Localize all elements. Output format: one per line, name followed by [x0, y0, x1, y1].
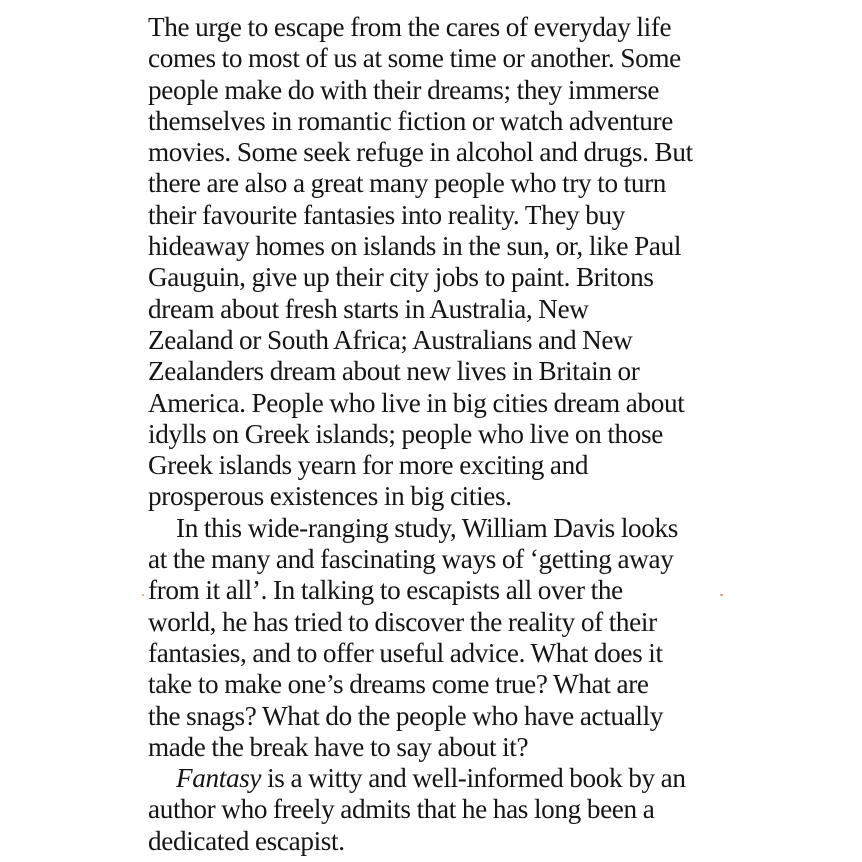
- text-line: In this wide-ranging study, William Davis looks: [176, 512, 679, 543]
- text-line: fantasies, and to offer useful advice. What does it: [148, 637, 663, 668]
- text-line: made the break have to say about it?: [148, 731, 529, 762]
- text-line: Zealand or South Africa; Australians and New: [148, 324, 633, 355]
- paper-speck: [142, 594, 144, 596]
- text-line: at the many and fascinating ways of ‘getting away: [148, 544, 674, 575]
- paragraph-2: [148, 513, 748, 763]
- text-fragment: is a witty and well-informed book by an: [261, 763, 686, 794]
- text-line: dedicated escapist.: [148, 825, 345, 856]
- book-title: Fantasy: [176, 763, 262, 794]
- text-line: idylls on Greek islands; people who live on those: [148, 418, 663, 449]
- paragraph-1: [148, 12, 748, 513]
- paper-speck: [720, 594, 723, 596]
- text-line: Gauguin, give up their city jobs to paint. Britons: [148, 262, 654, 293]
- text-line: their favourite fantasies into reality. They buy: [148, 199, 625, 230]
- text-line: people make do with their dreams; they immerse: [148, 74, 660, 105]
- text-line: author who freely admits that he has long been a: [148, 794, 655, 825]
- text-line: comes to most of us at some time or another. Some: [148, 43, 681, 74]
- text-line: dream about fresh starts in Australia, New: [148, 293, 589, 324]
- text-line: world, he has tried to discover the reality of their: [148, 606, 657, 637]
- text-line: the snags? What do the people who have actually: [148, 700, 664, 731]
- text-line: hideaway homes on islands in the sun, or, like Paul: [148, 231, 682, 262]
- text-line: The urge to escape from the cares of everyday life: [148, 12, 672, 42]
- blurb-text: [148, 12, 748, 857]
- text-line: movies. Some seek refuge in alcohol and drugs. But: [148, 137, 693, 168]
- text-line: take to make one’s dreams come true? What are: [148, 669, 649, 700]
- text-line: there are also a great many people who try to turn: [148, 168, 667, 199]
- text-line: themselves in romantic fiction or watch adventure: [148, 105, 673, 136]
- text-line: prosperous existences in big cities.: [148, 481, 512, 512]
- text-line: Greek islands yearn for more exciting and: [148, 450, 589, 481]
- text-line: from it all’. In talking to escapists all over the: [148, 575, 623, 606]
- paragraph-3: [148, 763, 748, 857]
- text-line: Zealanders dream about new lives in Britain or: [148, 356, 640, 387]
- text-line: [148, 763, 748, 794]
- text-line: America. People who live in big cities dream about: [148, 387, 685, 418]
